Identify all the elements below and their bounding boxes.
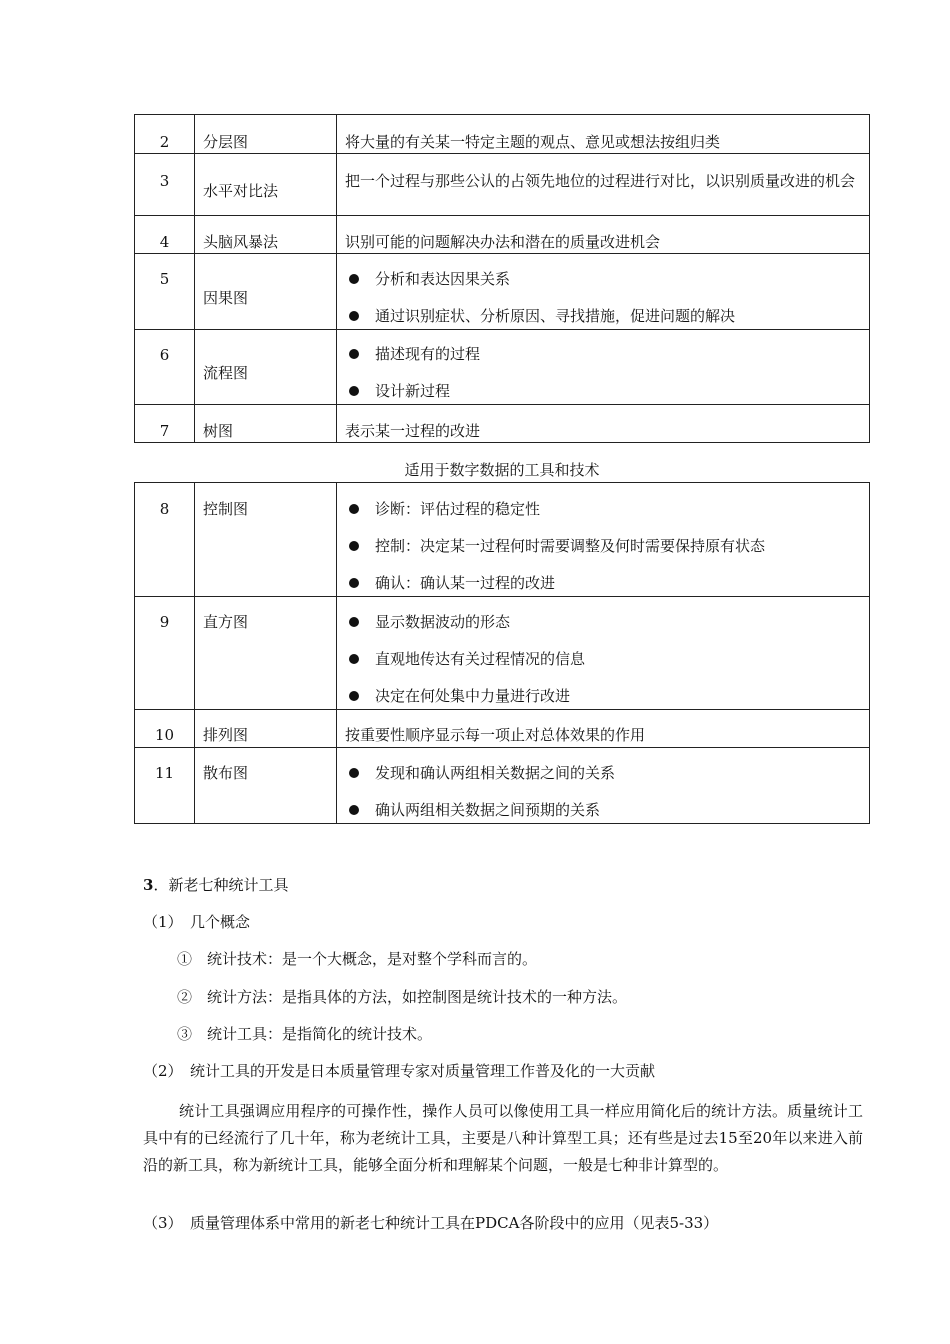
table-row: [135, 748, 870, 824]
row-number: 2: [135, 115, 195, 154]
row-number: 11: [135, 748, 195, 824]
table-caption: 适用于数字数据的工具和技术: [404, 461, 600, 479]
list-item: 通过识别症状、分析原因、寻找措施，促进问题的解决: [345, 306, 861, 326]
bullet-icon: [349, 349, 359, 359]
row-number: 9: [135, 597, 195, 710]
row-number: 8: [135, 483, 195, 597]
tool-name: 水平对比法: [195, 154, 337, 216]
list-item: 控制：决定某一过程何时需要调整及何时需要保持原有状态: [345, 536, 861, 556]
subheading-development: （2） 统计工具的开发是日本质量管理专家对质量管理工作普及化的一大贡献: [143, 1062, 656, 1080]
list-item: 设计新过程: [345, 381, 861, 401]
tool-name: 分层图: [195, 115, 337, 154]
list-item: 确认两组相关数据之间预期的关系: [345, 800, 861, 820]
list-item: 确认：确认某一过程的改进: [345, 573, 861, 593]
list-item: 诊断：评估过程的稳定性: [345, 499, 861, 519]
bullet-icon: [349, 691, 359, 701]
tool-name: 散布图: [195, 748, 337, 824]
bullet-icon: [349, 274, 359, 284]
row-number: 3: [135, 154, 195, 216]
list-item: 显示数据波动的形态: [345, 612, 861, 632]
tool-description: 按重要性顺序显示每一项止对总体效果的作用: [337, 710, 870, 748]
tools-table-numeric: [134, 482, 870, 824]
tool-name: 树图: [195, 405, 337, 443]
table-row: [135, 483, 870, 597]
bullet-icon: [349, 504, 359, 514]
tool-name: 控制图: [195, 483, 337, 597]
subheading-concepts: （1） 几个概念: [143, 913, 251, 931]
table-row: [135, 330, 870, 405]
bullet-icon: [349, 768, 359, 778]
list-item: ② 统计方法：是指具体的方法，如控制图是统计技术的一种方法。: [177, 988, 628, 1006]
table-row: [135, 405, 870, 443]
table-row: [135, 216, 870, 254]
table-row: [135, 597, 870, 710]
bullet-icon: [349, 541, 359, 551]
list-item: 分析和表达因果关系: [345, 269, 861, 289]
section-title: ．新老七种统计工具: [153, 876, 289, 894]
tool-description: [337, 483, 870, 597]
row-number: 6: [135, 330, 195, 405]
table-row: [135, 710, 870, 748]
tool-description: 把一个过程与那些公认的占领先地位的过程进行对比，以识别质量改进的机会: [337, 154, 870, 216]
section-number: 3: [143, 876, 154, 894]
body-paragraph: 统计工具强调应用程序的可操作性，操作人员可以像使用工具一样应用简化后的统计方法。质量统计工具中有的已经流行了几十年，称为老统计工具，主要是八种计算型工具；还有些是过去15至20年以来进入前沿的新工具，称为新统计工具，能够全面分析和理解某个问题，一般是七种非计算型的。: [143, 1102, 863, 1174]
list-item: ① 统计技术：是一个大概念，是对整个学科而言的。: [177, 950, 538, 968]
table-row: [135, 115, 870, 154]
list-item: ③ 统计工具：是指简化的统计技术。: [177, 1025, 433, 1043]
tool-name: 直方图: [195, 597, 337, 710]
list-item: 描述现有的过程: [345, 344, 861, 364]
tool-description: [337, 330, 870, 405]
bullet-icon: [349, 578, 359, 588]
tool-name: 流程图: [195, 330, 337, 405]
tool-description: 将大量的有关某一特定主题的观点、意见或想法按组归类: [337, 115, 870, 154]
tool-name: 因果图: [195, 254, 337, 330]
tool-description: 表示某一过程的改进: [337, 405, 870, 443]
tool-description: [337, 748, 870, 824]
row-number: 7: [135, 405, 195, 443]
tool-name: 排列图: [195, 710, 337, 748]
bullet-icon: [349, 386, 359, 396]
tool-description: 识别可能的问题解决办法和潜在的质量改进机会: [337, 216, 870, 254]
section-heading: [143, 875, 288, 895]
list-item: 直观地传达有关过程情况的信息: [345, 649, 861, 669]
bullet-icon: [349, 654, 359, 664]
subheading-pdca: （3） 质量管理体系中常用的新老七种统计工具在PDCA各阶段中的应用（见表5-33）: [143, 1214, 719, 1232]
bullet-icon: [349, 617, 359, 627]
list-item: 决定在何处集中力量进行改进: [345, 686, 861, 706]
row-number: 5: [135, 254, 195, 330]
table-row: [135, 254, 870, 330]
tool-description: [337, 254, 870, 330]
tool-description: [337, 597, 870, 710]
tools-table-non-numeric: [134, 114, 870, 443]
tool-name: 头脑风暴法: [195, 216, 337, 254]
list-item: 发现和确认两组相关数据之间的关系: [345, 763, 861, 783]
bullet-icon: [349, 311, 359, 321]
row-number: 10: [135, 710, 195, 748]
table-row: [135, 154, 870, 216]
bullet-icon: [349, 805, 359, 815]
row-number: 4: [135, 216, 195, 254]
